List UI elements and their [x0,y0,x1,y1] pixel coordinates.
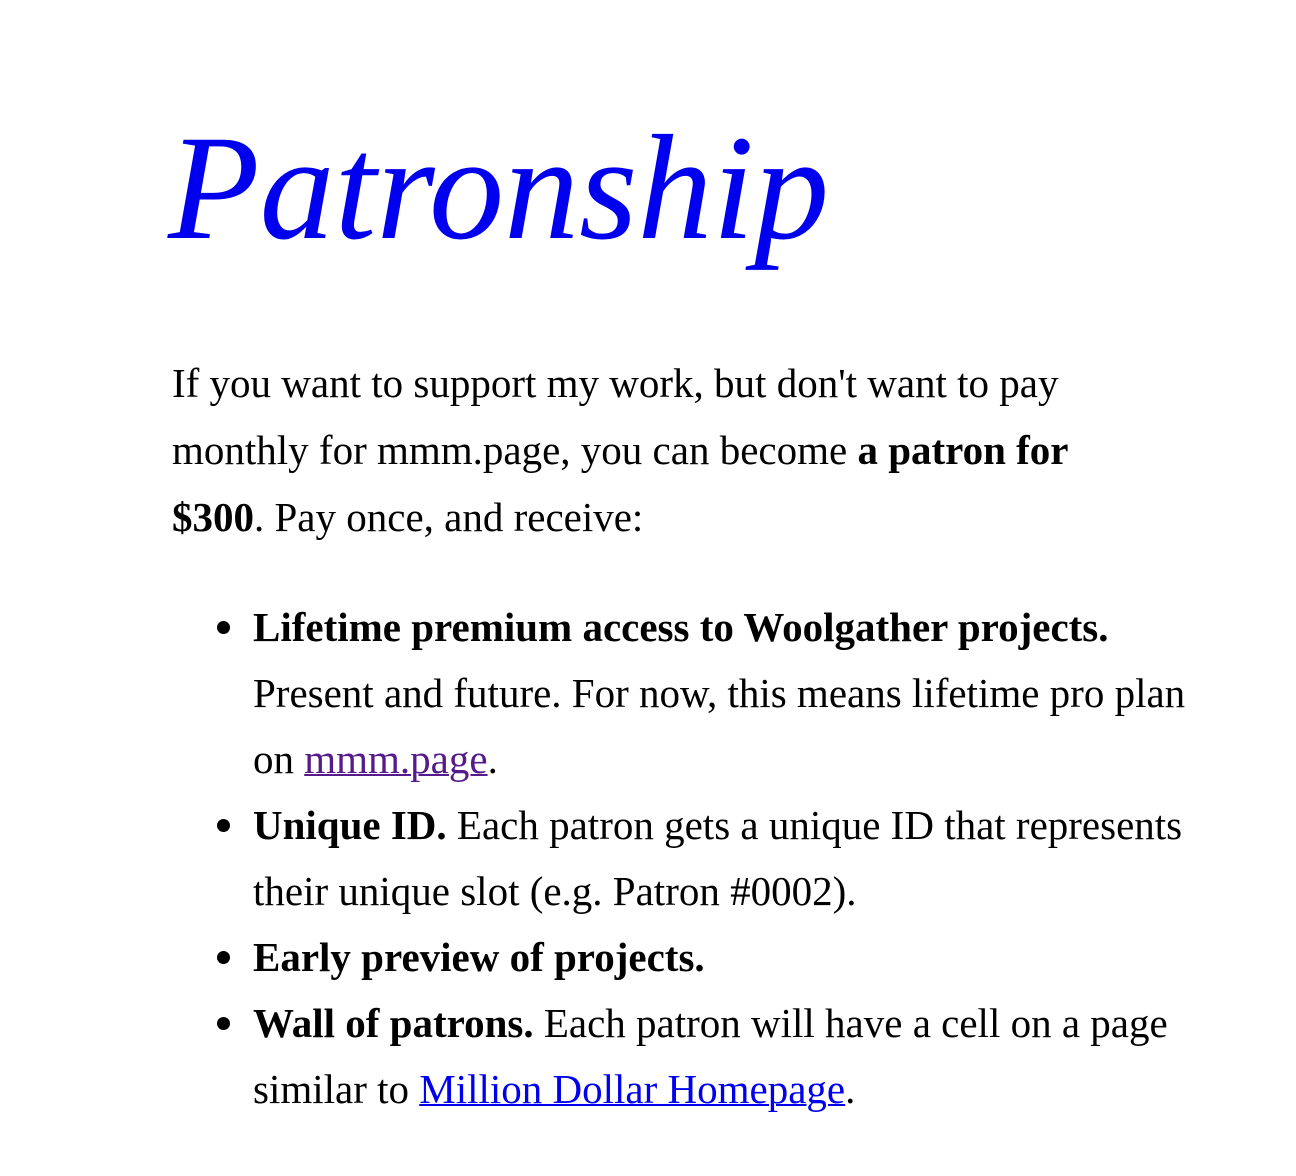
benefit-text-end: . [845,1066,856,1112]
benefit-text: Each patron will have a cell on a page similar to [253,1000,1168,1112]
intro-paragraph [172,350,1152,551]
benefit-heading: Wall of patrons. [253,1000,534,1046]
benefits-list [172,594,1233,1122]
page-title: Patronship [168,105,830,271]
benefit-heading: Lifetime premium access to Woolgather projects. [253,604,1109,650]
bullet-icon [217,1017,230,1030]
bullet-icon [217,819,230,832]
benefit-heading: Early preview of projects. [253,934,705,980]
list-item [253,924,1233,990]
intro-price-highlight: a patron for $300 [172,427,1068,540]
benefit-text: Present and future. For now, this means lifetime pro plan on [253,670,1186,782]
benefit-text: Each patron gets a unique ID that represents their unique slot (e.g. Patron #0002). [253,802,1183,914]
list-item [253,792,1233,924]
benefit-heading: Unique ID. [253,802,447,848]
benefit-text-end: . [487,736,498,782]
million-dollar-homepage-link[interactable]: Million Dollar Homepage [419,1066,846,1112]
list-item [253,990,1233,1122]
bullet-icon [217,621,230,634]
intro-text-end: . Pay once, and receive: [254,494,644,540]
list-item [253,594,1233,792]
intro-text: If you want to support my work, but don't want to pay monthly for mmm.page, you can become [172,360,1059,473]
mmm-page-link[interactable]: mmm.page [304,736,488,782]
bullet-icon [217,951,230,964]
